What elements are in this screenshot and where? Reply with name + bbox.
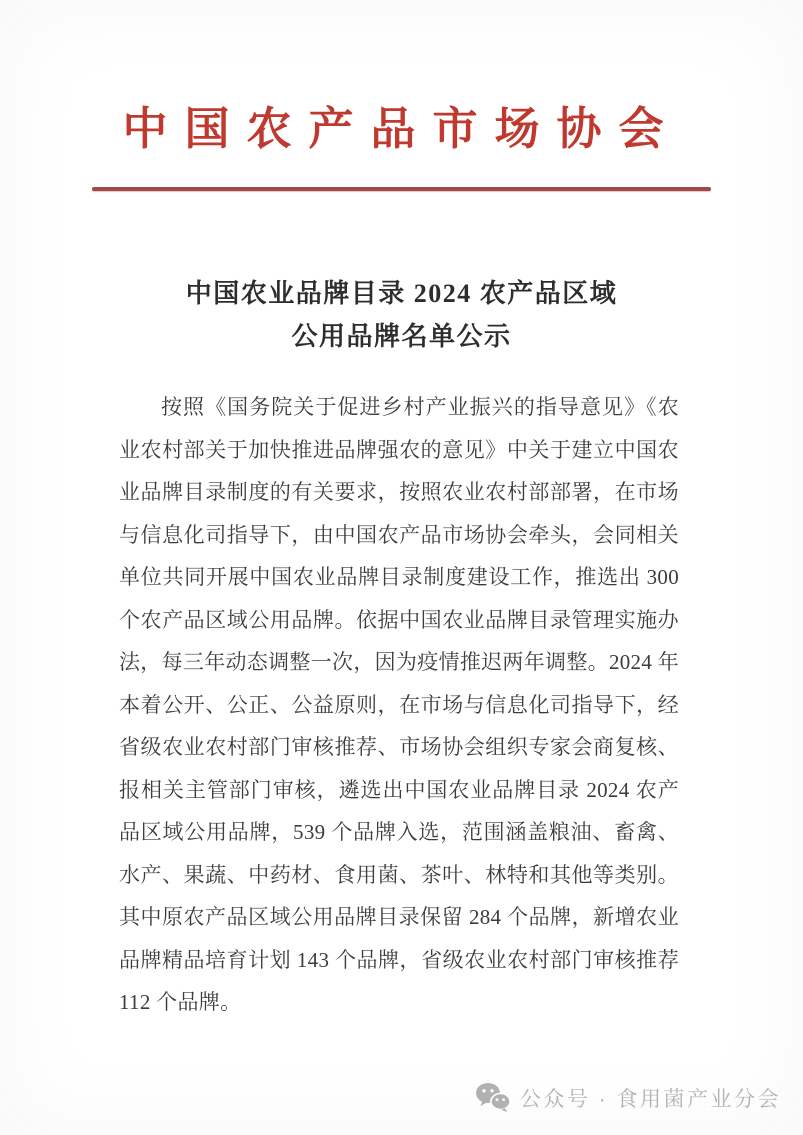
body-line: 业农村部关于加快推进品牌强农的意见》中关于建立中国农 [119, 437, 679, 462]
document-title [0, 272, 803, 358]
body-line: 品牌精品培育计划 143 个品牌，省级农业农村部门审核推荐 [119, 947, 679, 972]
body-line: 报相关主管部门审核，遴选出中国农业品牌目录 2024 农产 [119, 777, 679, 802]
body-line: 按照《国务院关于促进乡村产业振兴的指导意见》《农 [161, 395, 679, 419]
header-rule [92, 187, 711, 191]
body-line: 单位共同开展中国农业品牌目录制度建设工作，推选出 300 [119, 565, 679, 589]
watermark-text: 公众号 · 食用菌产业分会 [519, 1087, 781, 1111]
org-name-header: 中国农产品市场协会 [122, 104, 681, 154]
document-title-line1: 中国农业品牌目录 2024 农产品区域 [185, 279, 618, 308]
body-paragraph [119, 386, 679, 1024]
watermark [475, 1082, 781, 1113]
document-title-line2: 公用品牌名单公示 [291, 322, 512, 351]
body-line: 业品牌目录制度的有关要求，按照农业农村部部署，在市场 [119, 480, 679, 504]
body-line: 个农产品区域公用品牌。依据中国农业品牌目录管理实施办 [119, 607, 679, 632]
body-line: 与信息化司指导下，由中国农产品市场协会牵头，会同相关 [119, 522, 679, 547]
body-line: 本着公开、公正、公益原则，在市场与信息化司指导下，经 [119, 692, 679, 717]
body-line: 省级农业农村部门审核推荐、市场协会组织专家会商复核、 [119, 735, 679, 759]
body-line: 法，每三年动态调整一次，因为疫情推迟两年调整。2024 年 [119, 650, 679, 674]
body-line: 其中原农产品区域公用品牌目录保留 284 个品牌，新增农业 [119, 905, 679, 929]
body-line: 112 个品牌。 [119, 990, 242, 1014]
wechat-icon [475, 1082, 511, 1113]
body-line: 品区域公用品牌，539 个品牌入选，范围涵盖粮油、畜禽、 [119, 820, 679, 844]
body-line: 水产、果蔬、中药材、食用菌、茶叶、林特和其他等类别。 [119, 862, 679, 887]
